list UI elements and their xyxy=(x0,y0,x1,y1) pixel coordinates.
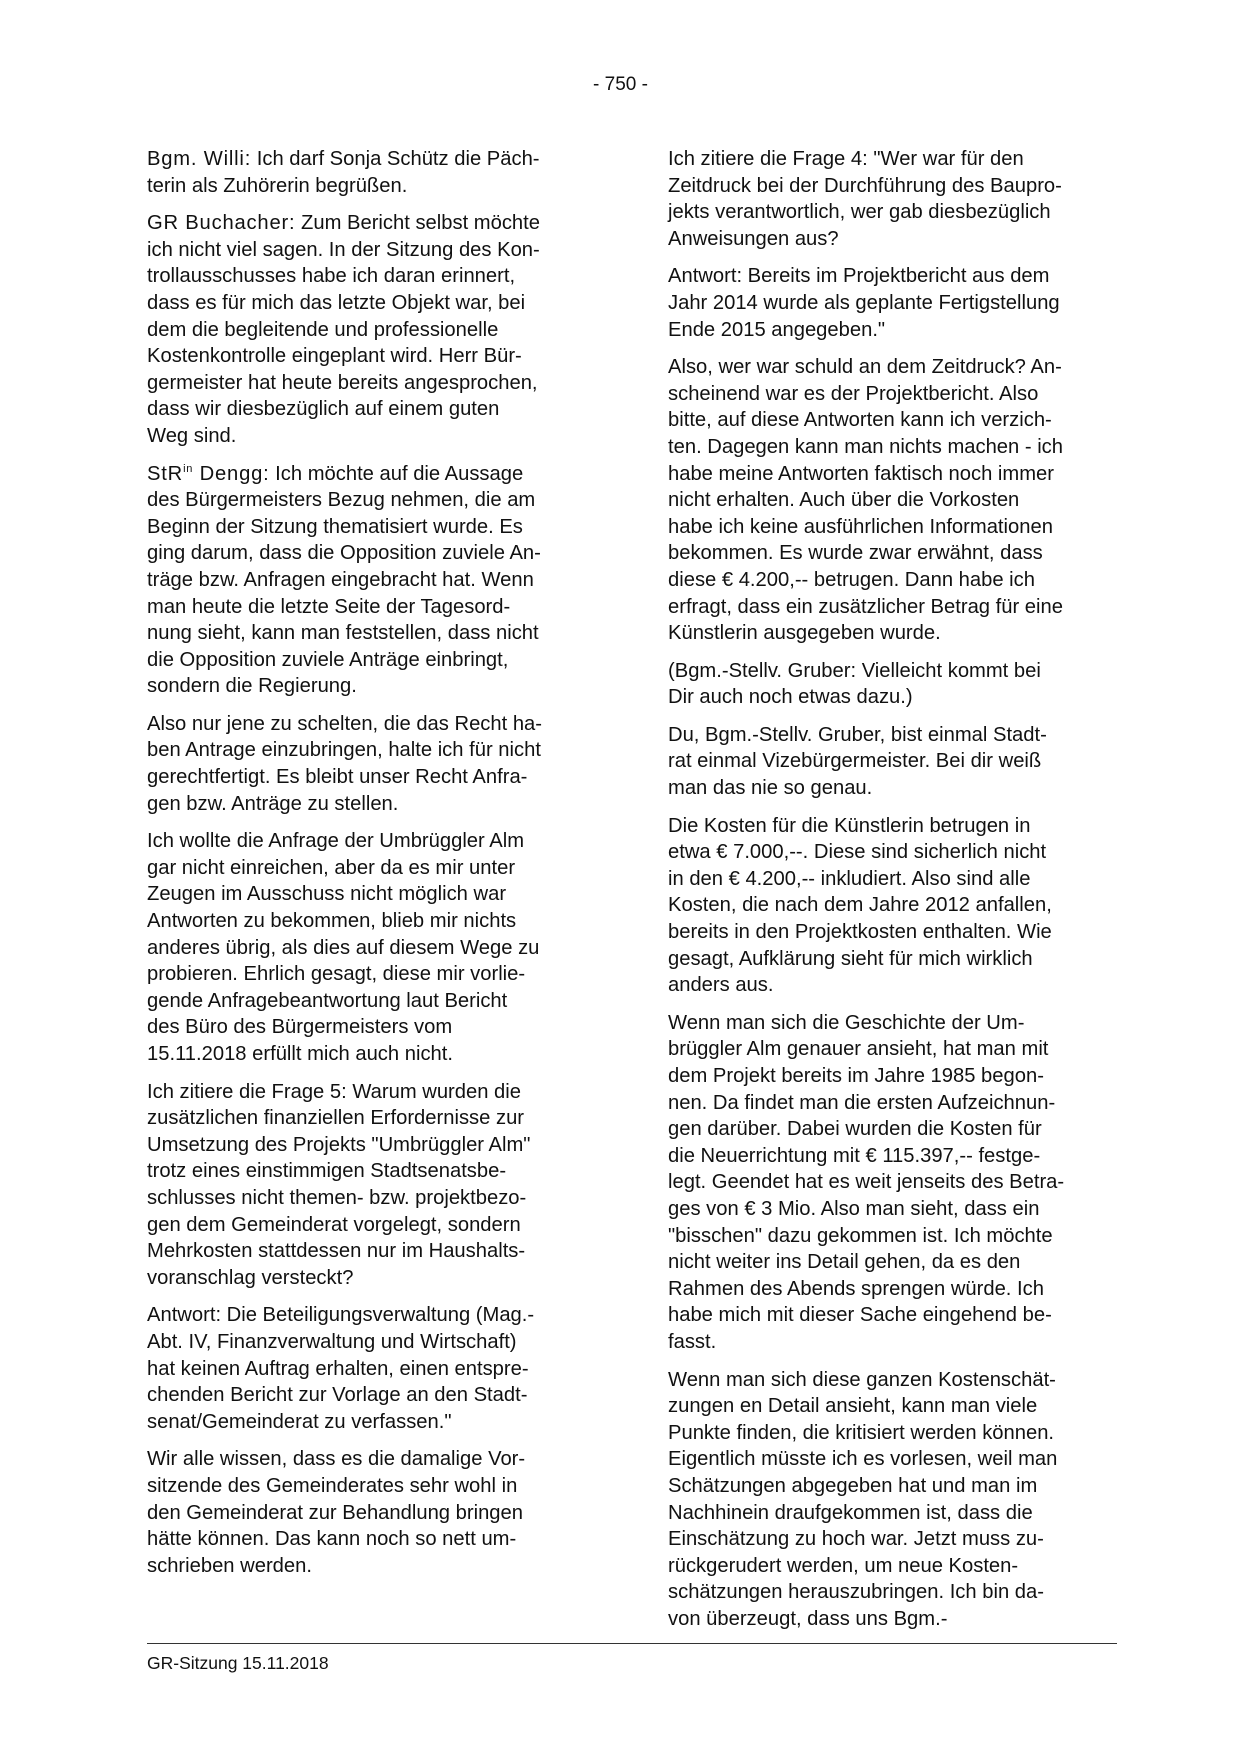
paragraph: Wenn man sich diese ganzen Kostenschät- zungen en Detail ansieht, kann man viele Punkte finden, die kritisiert werden können. Eigentlich müsste ich es vorlesen, weil man Schätzungen abgegeben hat und man im Nachhinein draufgekommen ist, dass die Einschätzung zu hoch war. Jetzt muss zu- rückgerudert werden, um neue Kosten- schätzungen herauszubringen. Ich bin da- von überzeugt, dass uns Bgm.- xyxy=(668,1368,1058,1630)
paragraph-gr-buchacher: GR Buchacher: Zum Bericht selbst möchte ich nicht viel sagen. In der Sitzung des Kon- trollausschusses habe ich daran erinnert, dass es für mich das letzte Objekt war, bei dem die begleitende und professionelle Kostenkontrolle eingeplant wird. Herr Bür- germeister hat heute bereits angesprochen, dass wir diesbezüglich auf einem guten Weg sind. xyxy=(147,212,540,447)
paragraph: Also nur jene zu schelten, die das Recht ha- ben Antrage einzubringen, halte ich für nicht gerechtfertigt. Es bleibt unser Recht Anfra- gen bzw. Anträge zu stellen. xyxy=(147,712,543,815)
speaker-name: Bgm. Willi: xyxy=(147,148,252,170)
paragraph: Ich zitiere die Frage 4: "Wer war für den Zeitdruck bei der Durchführung des Baupro- jekts verantwortlich, wer gab diesbezüglich Anweisungen aus? xyxy=(668,148,1062,250)
paragraph-bgm-willi: Bgm. Willi: Ich darf Sonja Schütz die Päch- terin als Zuhörerin begrüßen. xyxy=(147,148,540,197)
footer-divider xyxy=(147,1643,1117,1644)
paragraph: Ich wollte die Anfrage der Umbrüggler Alm gar nicht einreichen, aber da es mir unter Zeugen im Ausschuss nicht möglich war Antworten zu bekommen, blieb mir nichts anderes übrig, als dies auf diesem Wege zu probieren. Ehrlich gesagt, diese mir vorlie- gende Anfragebeantwortung laut Bericht des Büro des Bürgermeisters vom 15.11.2018 erfüllt mich auch nicht. xyxy=(147,830,540,1065)
footer-session-date: GR-Sitzung 15.11.2018 xyxy=(147,1653,329,1673)
left-column xyxy=(147,146,593,1590)
paragraph: Antwort: Bereits im Projektbericht aus dem Jahr 2014 wurde als geplante Fertigstellung Ende 2015 angegeben." xyxy=(668,265,1060,341)
right-column xyxy=(668,146,1114,1643)
paragraph: Die Kosten für die Künstlerin betrugen in etwa € 7.000,--. Diese sind sicherlich nicht in den € 4.200,-- inkludiert. Also sind alle Kosten, die nach dem Jahre 2012 anfallen, bereits in den Projektkosten enthalten. Wie gesagt, Aufklärung sieht für mich wirklich anders aus. xyxy=(668,814,1052,997)
paragraph-interjection: (Bgm.-Stellv. Gruber: Vielleicht kommt bei Dir auch noch etwas dazu.) xyxy=(668,659,1041,709)
speaker-name: StR$^{in}$ Dengg: xyxy=(147,462,270,485)
paragraph: Wir alle wissen, dass es die damalige Vor- sitzende des Gemeinderates sehr wohl in den Gemeinderat zur Behandlung bringen hätte können. Das kann noch so nett um- schrieben werden. xyxy=(147,1448,526,1577)
paragraph: Wenn man sich die Geschichte der Um- brüggler Alm genauer ansieht, hat man mit dem Projekt bereits im Jahre 1985 begon- nen. Da findet man die ersten Aufzeichnun- gen darüber. Dabei wurden die Kosten für die Neuerrichtung mit € 115.397,-- festge- legt. Geendet hat es weit jenseits des Betra- ges von € 3 Mio. Also man sieht, dass ein "bisschen" dazu gekommen ist. Ich möchte nicht weiter ins Detail gehen, da es den Rahmen des Abends sprengen würde. Ich habe mich mit dieser Sache eingehend be- fasst. xyxy=(668,1011,1065,1353)
paragraph-str-dengg: StR$^{in}$ Dengg: Ich möchte auf die Aussage des Bürgermeisters Bezug nehmen, die am Beginn der Sitzung thematisiert wurde. Es ging darum, dass die Opposition zuviele An- träge bzw. Anfragen eingebracht hat. Wenn man heute die letzte Seite der Tagesord- nung sieht, kann man feststellen, dass nicht die Opposition zuviele Anträge einbringt, sondern die Regierung. xyxy=(147,462,541,698)
paragraph: Ich zitiere die Frage 5: Warum wurden die zusätzlichen finanziellen Erfordernisse zur Umsetzung des Projekts "Umbrüggler Alm" trotz eines einstimmigen Stadtsenatsbe- schlusses nicht themen- bzw. projektbezo- gen dem Gemeinderat vorgelegt, sondern Mehrkosten stattdessen nur im Haushalts- voranschlag versteckt? xyxy=(147,1080,531,1289)
paragraph: Du, Bgm.-Stellv. Gruber, bist einmal Stadt- rat einmal Vizebürgermeister. Bei dir weiß man das nie so genau. xyxy=(668,723,1047,800)
page-number: - 750 - xyxy=(593,74,648,95)
speaker-name: GR Buchacher: xyxy=(147,212,296,235)
paragraph: Also, wer war schuld an dem Zeitdruck? An- scheinend war es der Projektbericht. Also bitte, auf diese Antworten kann ich verzich- ten. Dagegen kann man nichts machen - ich habe meine Antworten faktisch noch immer nicht erhalten. Auch über die Vorkosten habe ich keine ausführlichen Informationen bekommen. Es wurde zwar erwähnt, dass diese € 4.200,-- betrugen. Dann habe ich erfragt, dass ein zusätzlicher Betrag für eine Künstlerin ausgegeben wurde. xyxy=(668,356,1064,645)
paragraph: Antwort: Die Beteiligungsverwaltung (Mag.- Abt. IV, Finanzverwaltung und Wirtschaft) hat keinen Auftrag erhalten, einen entspre- chenden Bericht zur Vorlage an den Stadt- senat/Gemeinderat zu verfassen." xyxy=(147,1304,535,1433)
